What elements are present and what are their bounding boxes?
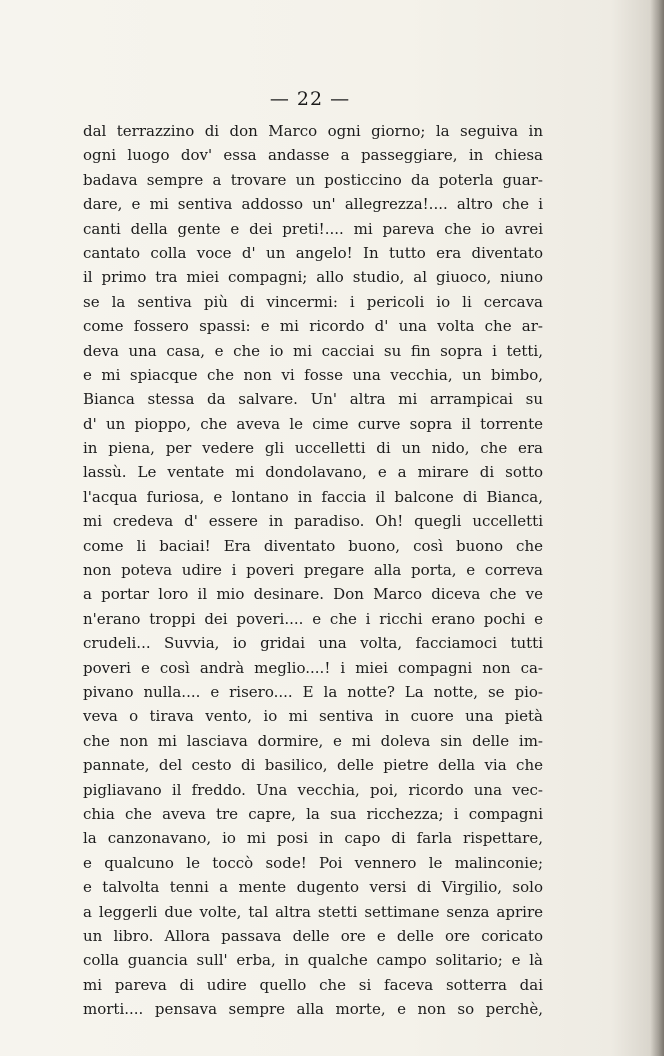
text-line: e qualcuno le toccò sode! Poi vennero le malinconie; (83, 853, 543, 872)
text-line: crudeli... Suvvia, io gridai una volta, facciamoci tutti (83, 634, 543, 653)
text-line: d' un pioppo, che aveva le cime curve sopra il torrente (83, 414, 543, 433)
text-line: pannate, del cesto di basilico, delle pietre della via che (83, 756, 543, 775)
text-line: pivano nulla.... e risero.... E la notte? La notte, se pio- (83, 682, 543, 701)
text-line: Bianca stessa da salvare. Un' altra mi arrampicai su (83, 390, 543, 409)
text-line: come li baciai! Era diventato buono, così buono che (83, 536, 543, 555)
text-line: mi pareva di udire quello che si faceva sotterra dai (83, 975, 543, 994)
text-line: l'acqua furiosa, e lontano in faccia il balcone di Bianca, (83, 487, 543, 506)
text-line: dare, e mi sentiva addosso un' allegrezza!.... altro che i (83, 195, 543, 214)
text-line: poveri e così andrà meglio....! i miei compagni non ca- (83, 658, 543, 677)
text-line: n'erano troppi dei poveri.... e che i ricchi erano pochi e (83, 609, 543, 628)
text-line: e talvolta tenni a mente dugento versi di Virgilio, solo (83, 878, 543, 897)
text-line: badava sempre a trovare un posticcino da poterla guar- (83, 170, 543, 189)
text-line: deva una casa, e che io mi cacciai su fin sopra i tetti, (83, 341, 543, 360)
text-line: dal terrazzino di don Marco ogni giorno; la seguiva in (83, 122, 543, 140)
text-line: il primo tra miei compagni; allo studio, al giuoco, niuno (83, 268, 543, 287)
text-line: se la sentiva più di vincermi: i pericoli io li cercava (83, 292, 543, 311)
text-line: chia che aveva tre capre, la sua ricchezza; i compagni (83, 804, 543, 823)
text-line: colla guancia sull' erba, in qualche campo solitario; e là (83, 951, 543, 970)
text-line: un libro. Allora passava delle ore e delle ore coricato (83, 926, 543, 945)
text-line: lassù. Le ventate mi dondolavano, e a mirare di sotto (83, 463, 543, 482)
text-line: che non mi lasciava dormire, e mi doleva sin delle im- (83, 731, 543, 750)
text-line: ogni luogo dov' essa andasse a passeggiare, in chiesa (83, 146, 543, 165)
text-line: mi credeva d' essere in paradiso. Oh! quegli uccelletti (83, 512, 543, 531)
text-line: veva o tirava vento, io mi sentiva in cuore una pietà (83, 707, 543, 726)
text-line: cantato colla voce d' un angelo! In tutto era diventato (83, 243, 543, 262)
page-number: — 22 — (269, 88, 351, 110)
page-edge-shadow (650, 0, 664, 1056)
text-line: a leggerli due volte, tal altra stetti settimane senza aprire (83, 902, 543, 921)
text-line: non poteva udire i poveri pregare alla porta, e correva (83, 561, 543, 580)
text-line: la canzonavano, io mi posi in capo di farla rispettare, (83, 829, 543, 848)
text-line: a portar loro il mio desinare. Don Marco diceva che ve (83, 585, 543, 604)
text-line: pigliavano il freddo. Una vecchia, poi, ricordo una vec- (83, 780, 543, 799)
text-line: in piena, per vedere gli uccelletti di un nido, che era (83, 439, 543, 458)
text-line: canti della gente e dei preti!.... mi pareva che io avrei (83, 219, 543, 238)
text-line: come fossero spassi: e mi ricordo d' una volta che ar- (83, 317, 543, 336)
text-line: morti.... pensava sempre alla morte, e non so perchè, (83, 1000, 543, 1019)
body-text (83, 119, 543, 1021)
text-line: e mi spiacque che non vi fosse una vecchia, un bimbo, (83, 365, 543, 384)
